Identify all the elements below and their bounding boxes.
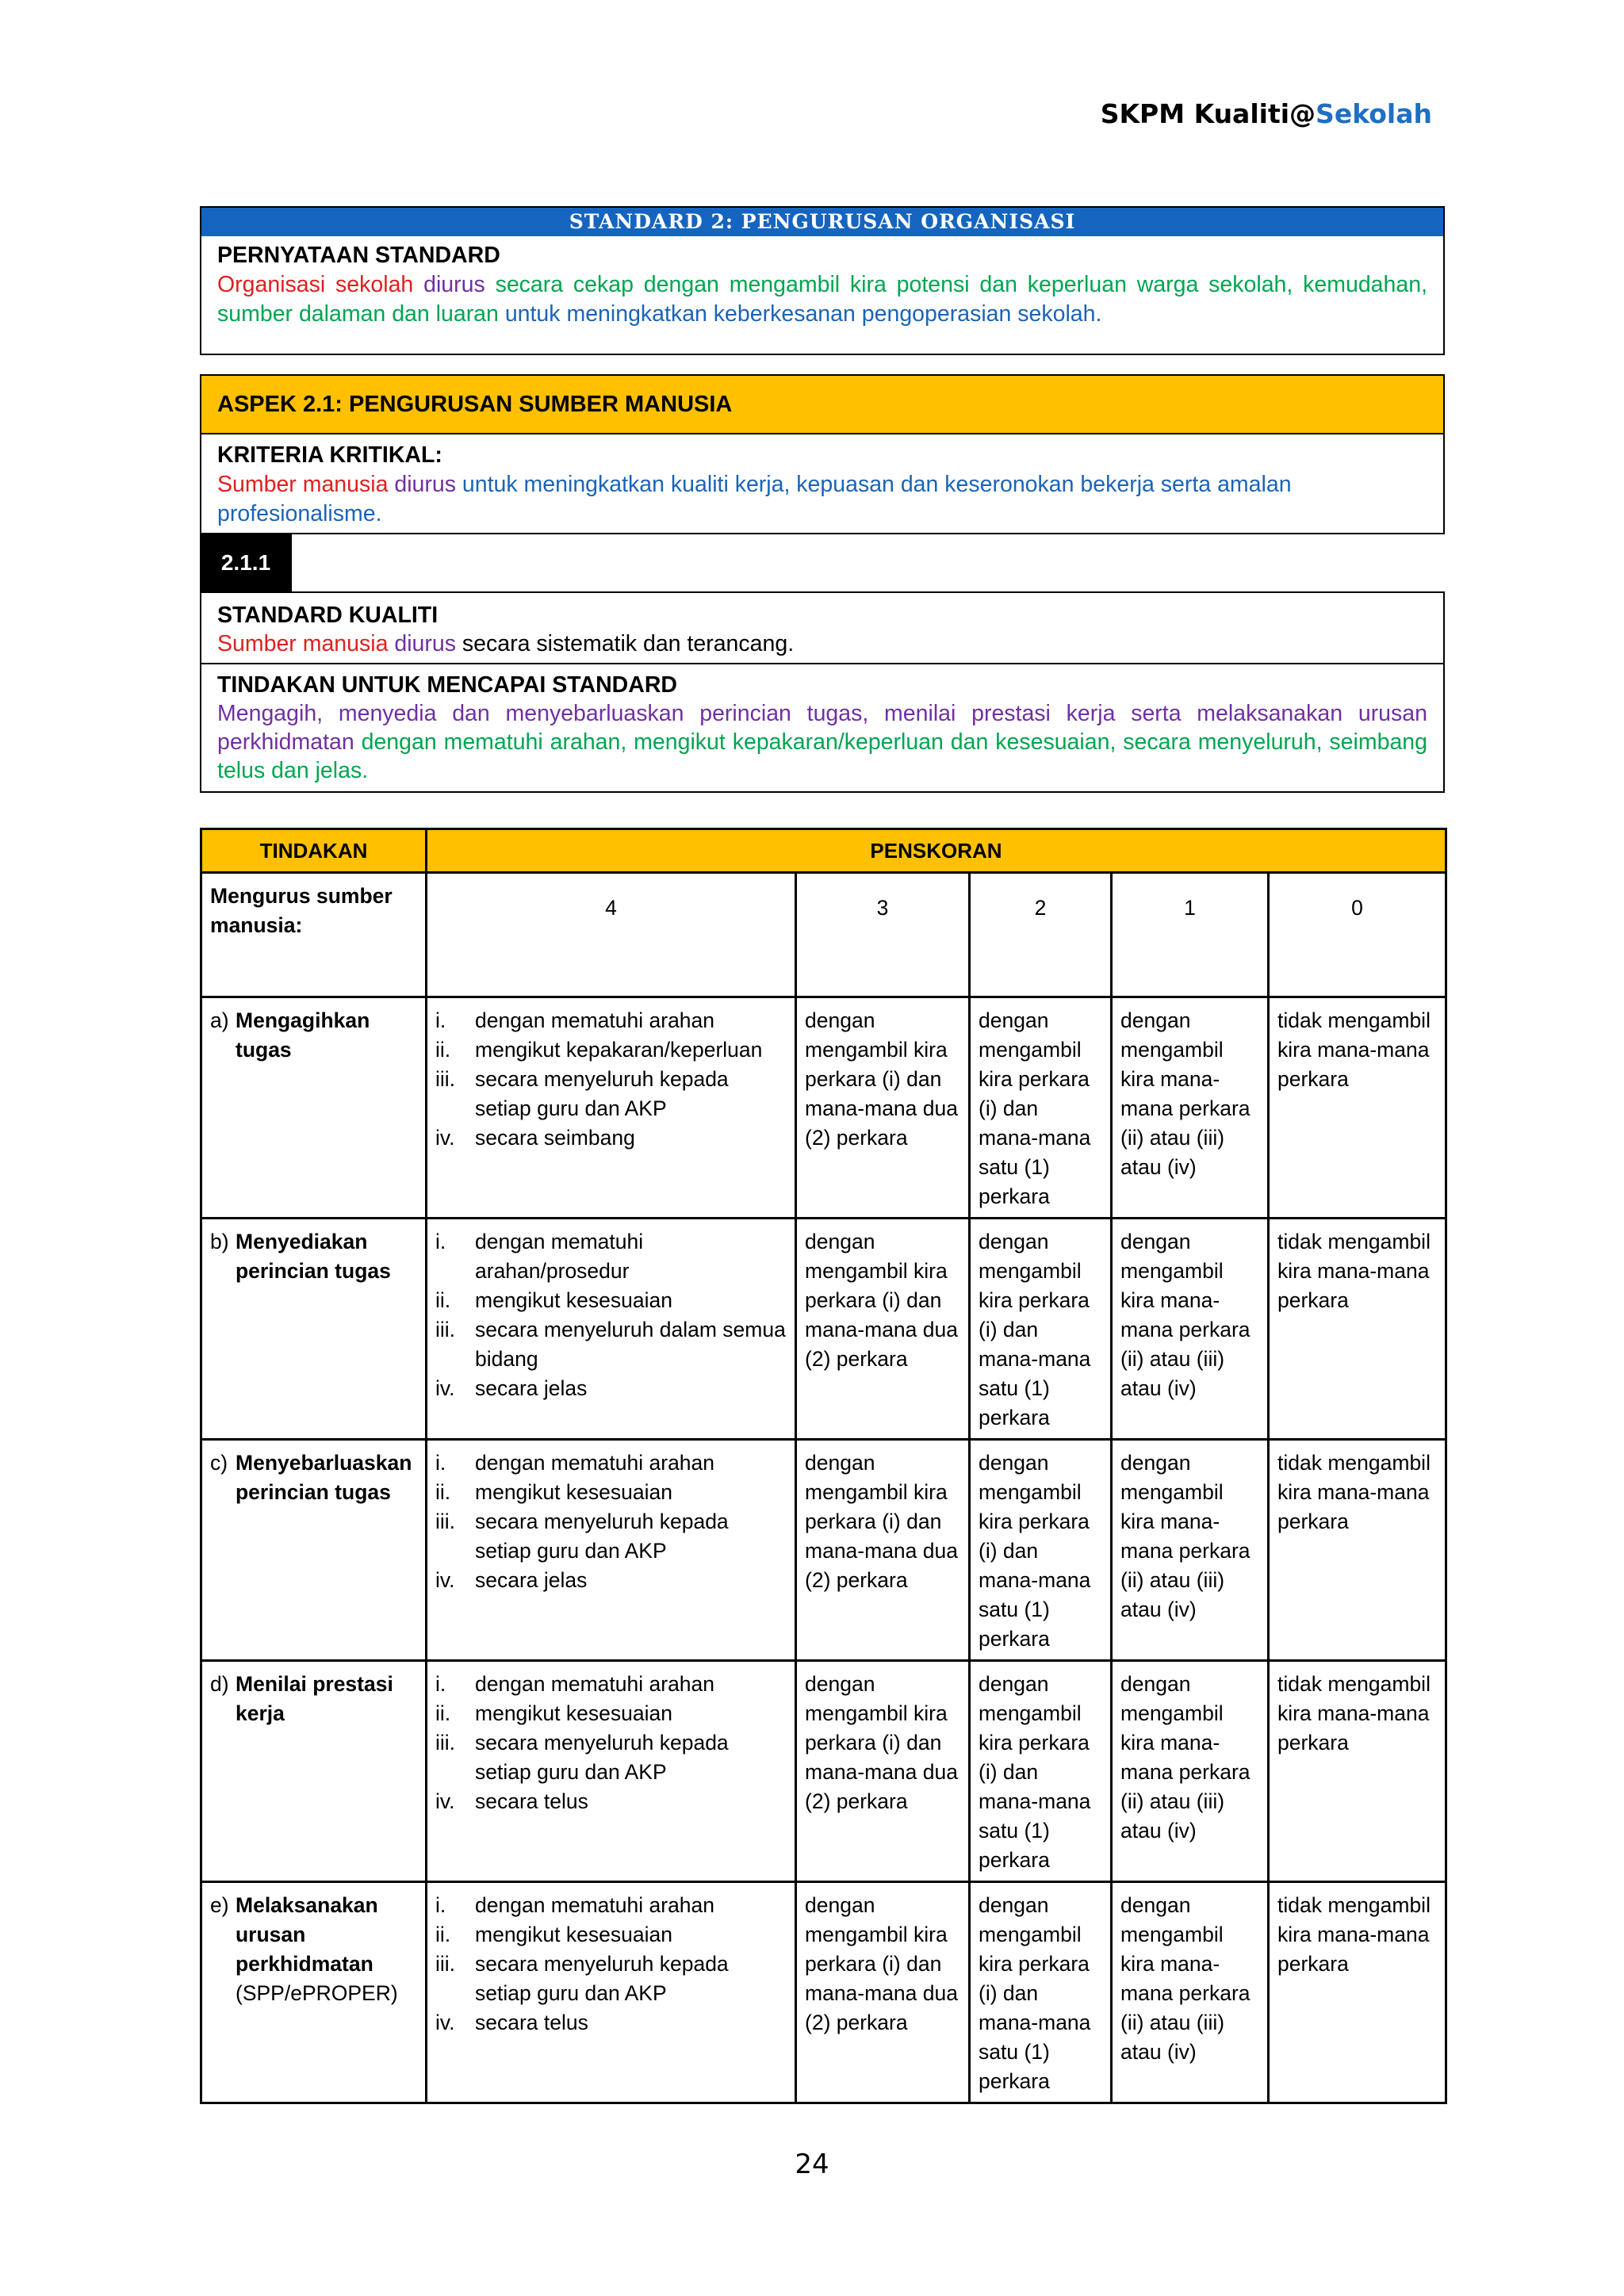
standard-box	[200, 206, 1445, 355]
criteria-list	[435, 1448, 787, 1595]
criterion-item: iv. secara telus	[435, 1789, 588, 1813]
standard-statement: Organisasi sekolah diurus secara cekap dengan mengambil kira potensi dan keperluan warga sekolah, kemudahan, sumber dalaman dan luaran untuk meningkatkan keberkesanan pengoperasian sekolah.	[217, 272, 1428, 327]
action-cell: a) Mengagihkan tugas	[210, 1008, 370, 1062]
score-0-text: tidak mengambil kira mana-mana perkara	[1277, 1451, 1431, 1533]
table-row	[201, 1882, 1446, 2103]
criterion-item: iii. secara menyeluruh kepada setiap guru dan AKP	[435, 1731, 729, 1784]
criterion-item: iv. secara jelas	[435, 1568, 588, 1592]
criterion-item: iii. secara menyeluruh dalam semua bidang	[435, 1318, 786, 1371]
score-2-text: dengan mengambil kira perkara (i) dan mana-mana satu (1) perkara	[979, 1672, 1091, 1872]
table-row	[201, 997, 1446, 1219]
score-3-text: dengan mengambil kira perkara (i) dan mana-mana dua (2) perkara	[805, 1672, 958, 1813]
table-row	[201, 1219, 1446, 1440]
score-3-text: dengan mengambil kira perkara (i) dan mana-mana dua (2) perkara	[805, 1451, 958, 1592]
score-1: 1	[1112, 873, 1269, 997]
criterion-item: ii. mengikut kepakaran/keperluan	[435, 1038, 763, 1062]
score-0-text: tidak mengambil kira mana-mana perkara	[1277, 1008, 1431, 1091]
criterion-item: iii. secara menyeluruh kepada setiap guru dan AKP	[435, 1510, 729, 1563]
aspect-title: ASPEK 2.1: PENGURUSAN SUMBER MANUSIA	[200, 374, 1445, 434]
score-4: 4	[427, 873, 796, 997]
criteria-list	[435, 1006, 787, 1153]
criteria-list	[435, 1227, 787, 1403]
score-3-text: dengan mengambil kira perkara (i) dan mana-mana dua (2) perkara	[805, 1893, 958, 2034]
score-0-text: tidak mengambil kira mana-mana perkara	[1277, 1672, 1431, 1755]
score-2-text: dengan mengambil kira perkara (i) dan mana-mana satu (1) perkara	[979, 1893, 1091, 2093]
criterion-item: iv. secara jelas	[435, 1376, 588, 1400]
sub-label: Mengurus sumber manusia:	[201, 873, 427, 997]
score-0: 0	[1269, 873, 1446, 997]
quality-standard: STANDARD KUALITI Sumber manusia diurus secara sistematik dan terancang.	[200, 591, 1445, 664]
score-2-text: dengan mengambil kira perkara (i) dan mana-mana satu (1) perkara	[979, 1008, 1091, 1208]
score-3-text: dengan mengambil kira perkara (i) dan mana-mana dua (2) perkara	[805, 1230, 958, 1371]
page-number: 24	[795, 2149, 829, 2180]
score-1-text: dengan mengambil kira mana-mana perkara (ii) atau (iii) atau (iv)	[1120, 1893, 1251, 2064]
table-row	[201, 1440, 1446, 1661]
score-2: 2	[970, 873, 1112, 997]
item-code-tab: 2.1.1	[200, 533, 292, 593]
score-1-text: dengan mengambil kira mana-mana perkara (ii) atau (iii) atau (iv)	[1120, 1672, 1251, 1843]
page-header: SKPM Kualiti@Sekolah	[1100, 98, 1432, 129]
criteria-list	[435, 1670, 787, 1816]
score-1-text: dengan mengambil kira mana-mana perkara (ii) atau (iii) atau (iv)	[1120, 1008, 1251, 1179]
criterion-item: iii. secara menyeluruh kepada setiap guru dan AKP	[435, 1952, 729, 2005]
score-1-text: dengan mengambil kira mana-mana perkara (ii) atau (iii) atau (iv)	[1120, 1451, 1251, 1621]
criterion-item: ii. mengikut kesesuaian	[435, 1480, 672, 1504]
header-penskoran: PENSKORAN	[427, 829, 1446, 873]
action-cell: d) Menilai prestasi kerja	[210, 1672, 393, 1725]
critical-criteria: KRITERIA KRITIKAL: Sumber manusia diurus untuk meningkatkan kualiti kerja, kepuasan dan keseronokan bekerja serta amalan profesionalisme.	[200, 433, 1445, 534]
criterion-item: i. dengan mematuhi arahan	[435, 1008, 715, 1032]
score-2-text: dengan mengambil kira perkara (i) dan mana-mana satu (1) perkara	[979, 1451, 1091, 1651]
criteria-list	[435, 1891, 787, 2038]
criterion-item: ii. mengikut kesesuaian	[435, 1923, 672, 1946]
criterion-item: i. dengan mematuhi arahan	[435, 1893, 715, 1917]
score-2-text: dengan mengambil kira perkara (i) dan mana-mana satu (1) perkara	[979, 1230, 1091, 1429]
criterion-item: i. dengan mematuhi arahan	[435, 1451, 715, 1475]
criterion-item: ii. mengikut kesesuaian	[435, 1701, 672, 1725]
criterion-item: i. dengan mematuhi arahan	[435, 1672, 715, 1696]
criterion-item: i. dengan mematuhi arahan/prosedur	[435, 1230, 644, 1283]
table-row	[201, 1661, 1446, 1882]
criterion-item: iv. secara telus	[435, 2011, 588, 2034]
criterion-item: iii. secara menyeluruh kepada setiap guru dan AKP	[435, 1067, 729, 1120]
scoring-table	[200, 828, 1447, 2104]
action-cell: e) Melaksanakan urusan perkhidmatan (SPP/ePROPER)	[210, 1893, 398, 2005]
header-tindakan: TINDAKAN	[201, 829, 427, 873]
action-cell: b) Menyediakan perincian tugas	[210, 1230, 391, 1283]
score-3: 3	[796, 873, 970, 997]
score-0-text: tidak mengambil kira mana-mana perkara	[1277, 1893, 1431, 1976]
standard-statement-title: PERNYATAAN STANDARD	[217, 243, 500, 268]
standard-title-bar: STANDARD 2: PENGURUSAN ORGANISASI	[201, 208, 1443, 236]
score-0-text: tidak mengambil kira mana-mana perkara	[1277, 1230, 1431, 1312]
actions-to-achieve: TINDAKAN UNTUK MENCAPAI STANDARD Mengagih, menyedia dan menyebarluaskan perincian tugas, menilai prestasi kerja serta melaksanakan urusan perkhidmatan dengan mematuhi arahan, mengikut kepakaran/keperluan dan kesesuaian, secara menyeluruh, seimbang telus dan jelas.	[200, 663, 1445, 793]
score-3-text: dengan mengambil kira perkara (i) dan mana-mana dua (2) perkara	[805, 1008, 958, 1150]
action-cell: c) Menyebarluaskan perincian tugas	[210, 1451, 412, 1504]
score-1-text: dengan mengambil kira mana-mana perkara (ii) atau (iii) atau (iv)	[1120, 1230, 1251, 1400]
criterion-item: ii. mengikut kesesuaian	[435, 1288, 672, 1312]
criterion-item: iv. secara seimbang	[435, 1126, 635, 1150]
